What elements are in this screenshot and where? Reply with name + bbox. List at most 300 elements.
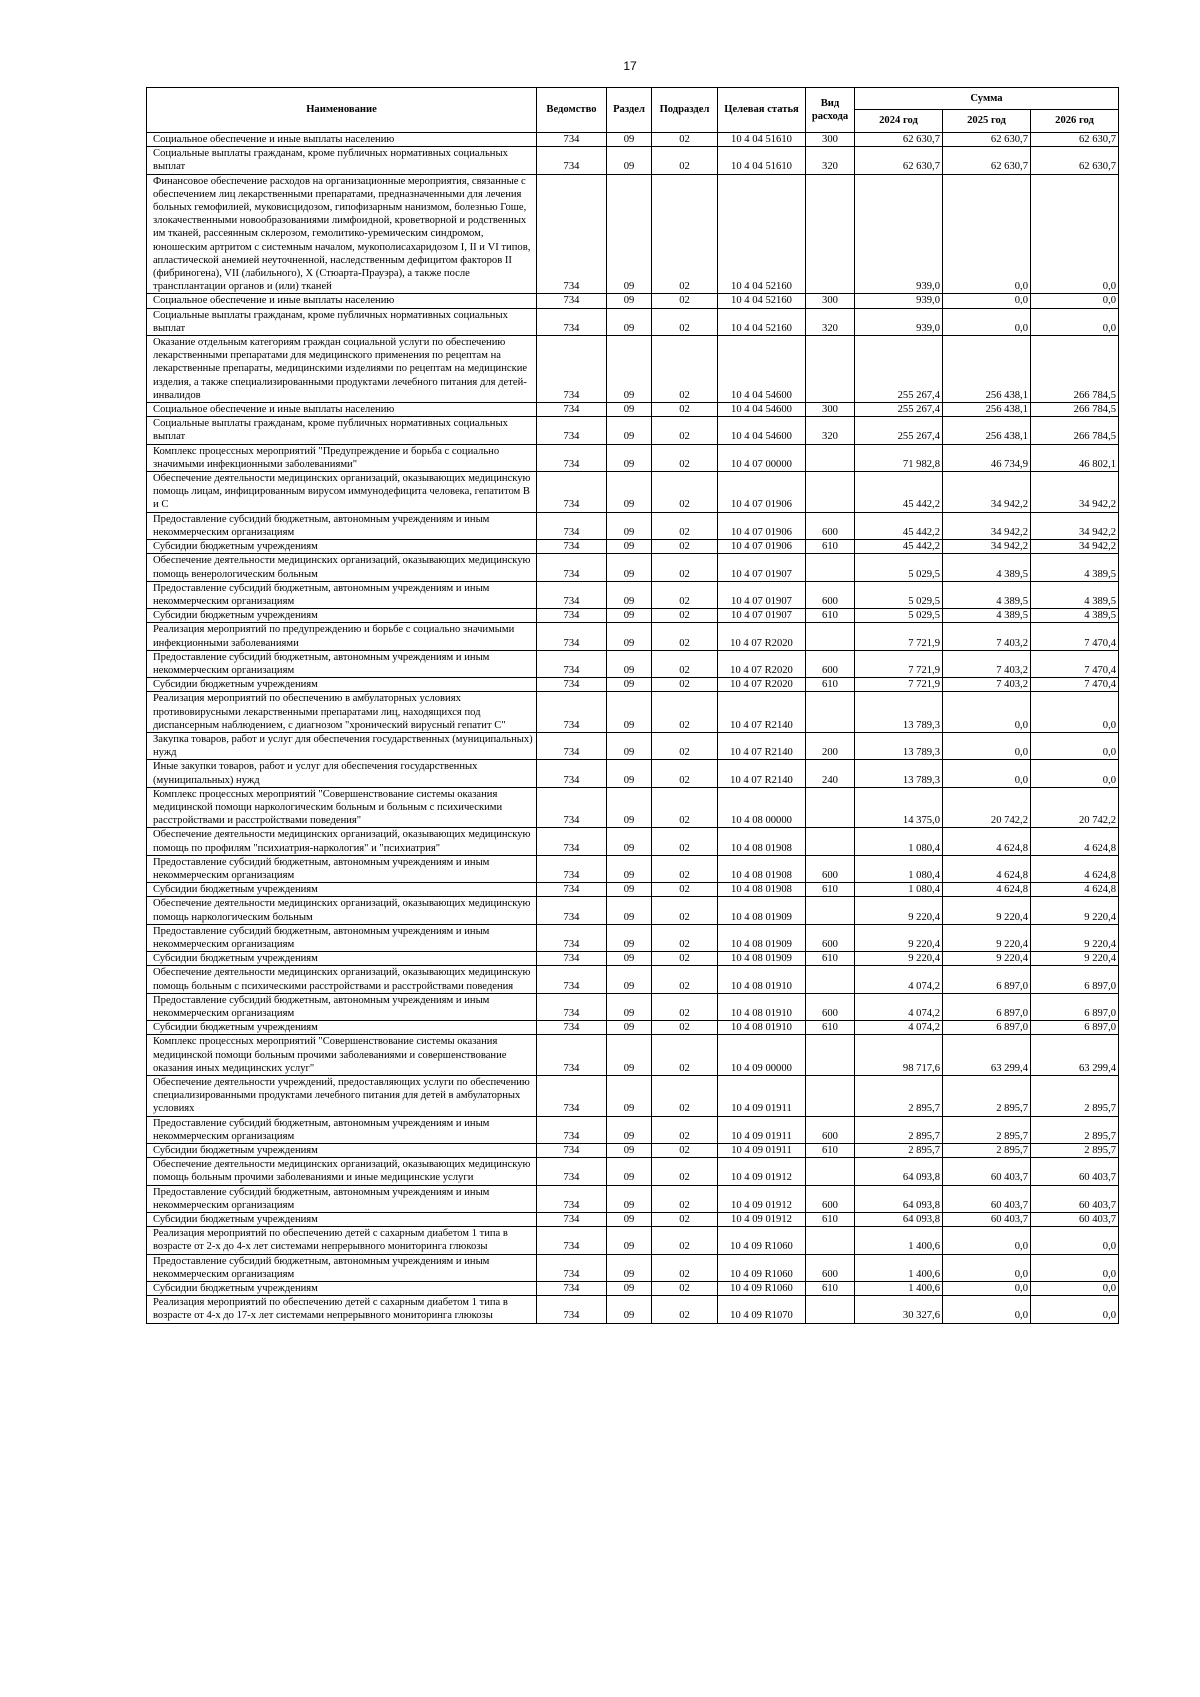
row-vid-rashoda: 600 — [806, 855, 855, 882]
row-podrazdel: 02 — [652, 609, 718, 623]
row-podrazdel: 02 — [652, 1035, 718, 1076]
row-razdel: 09 — [607, 147, 652, 174]
row-sum-2024: 7 721,9 — [855, 623, 943, 650]
row-vedomstvo: 734 — [537, 966, 607, 993]
row-sum-2024: 1 400,6 — [855, 1227, 943, 1254]
row-razdel: 09 — [607, 554, 652, 581]
row-vid-rashoda: 600 — [806, 512, 855, 539]
row-podrazdel: 02 — [652, 1021, 718, 1035]
header-podrazdel: Подраздел — [652, 88, 718, 133]
row-vid-rashoda: 240 — [806, 760, 855, 787]
table-row — [147, 952, 1119, 966]
row-name: Социальное обеспечение и иные выплаты населению — [147, 403, 537, 417]
row-vid-rashoda — [806, 828, 855, 855]
row-vedomstvo: 734 — [537, 581, 607, 608]
table-row — [147, 787, 1119, 828]
row-razdel: 09 — [607, 787, 652, 828]
row-podrazdel: 02 — [652, 692, 718, 733]
row-podrazdel: 02 — [652, 581, 718, 608]
row-podrazdel: 02 — [652, 993, 718, 1020]
table-row — [147, 1021, 1119, 1035]
row-sum-2024: 1 080,4 — [855, 855, 943, 882]
row-vedomstvo: 734 — [537, 417, 607, 444]
row-sum-2025: 4 624,8 — [943, 828, 1031, 855]
row-razdel: 09 — [607, 1213, 652, 1227]
table-row — [147, 828, 1119, 855]
table-row — [147, 512, 1119, 539]
row-podrazdel: 02 — [652, 417, 718, 444]
row-podrazdel: 02 — [652, 897, 718, 924]
row-sum-2026: 4 624,8 — [1031, 883, 1119, 897]
row-vid-rashoda — [806, 623, 855, 650]
row-vid-rashoda: 320 — [806, 308, 855, 335]
row-celevaya-statya: 10 4 09 01912 — [718, 1185, 806, 1212]
table-row — [147, 1227, 1119, 1254]
row-sum-2024: 98 717,6 — [855, 1035, 943, 1076]
row-vedomstvo: 734 — [537, 174, 607, 294]
row-name: Субсидии бюджетным учреждениям — [147, 678, 537, 692]
row-podrazdel: 02 — [652, 924, 718, 951]
row-razdel: 09 — [607, 952, 652, 966]
row-name: Реализация мероприятий по предупреждению и борьбе с социально значимыми инфекционными заболеваниями — [147, 623, 537, 650]
row-vid-rashoda: 300 — [806, 403, 855, 417]
row-vedomstvo: 734 — [537, 540, 607, 554]
row-celevaya-statya: 10 4 08 00000 — [718, 787, 806, 828]
row-sum-2025: 9 220,4 — [943, 897, 1031, 924]
row-sum-2026: 0,0 — [1031, 1227, 1119, 1254]
row-vid-rashoda — [806, 472, 855, 513]
row-sum-2026: 60 403,7 — [1031, 1213, 1119, 1227]
table-row — [147, 760, 1119, 787]
row-vedomstvo: 734 — [537, 554, 607, 581]
row-sum-2024: 1 080,4 — [855, 828, 943, 855]
row-podrazdel: 02 — [652, 472, 718, 513]
row-sum-2024: 4 074,2 — [855, 966, 943, 993]
row-razdel: 09 — [607, 1254, 652, 1281]
row-name: Обеспечение деятельности медицинских организаций, оказывающих медицинскую помощь больным с психическими расстройствами и расстройствами поведения — [147, 966, 537, 993]
row-podrazdel: 02 — [652, 308, 718, 335]
row-podrazdel: 02 — [652, 623, 718, 650]
row-sum-2025: 0,0 — [943, 1254, 1031, 1281]
row-podrazdel: 02 — [652, 883, 718, 897]
row-sum-2025: 34 942,2 — [943, 512, 1031, 539]
row-sum-2024: 13 789,3 — [855, 760, 943, 787]
row-sum-2026: 0,0 — [1031, 732, 1119, 759]
row-vid-rashoda: 610 — [806, 1213, 855, 1227]
row-vid-rashoda — [806, 174, 855, 294]
table-row — [147, 1076, 1119, 1117]
row-sum-2025: 2 895,7 — [943, 1076, 1031, 1117]
row-name: Субсидии бюджетным учреждениям — [147, 1144, 537, 1158]
row-celevaya-statya: 10 4 09 R1060 — [718, 1254, 806, 1281]
row-podrazdel: 02 — [652, 952, 718, 966]
row-razdel: 09 — [607, 1282, 652, 1296]
row-sum-2025: 2 895,7 — [943, 1116, 1031, 1143]
row-razdel: 09 — [607, 855, 652, 882]
row-celevaya-statya: 10 4 09 R1060 — [718, 1227, 806, 1254]
row-sum-2024: 45 442,2 — [855, 512, 943, 539]
row-celevaya-statya: 10 4 08 01910 — [718, 993, 806, 1020]
row-vedomstvo: 734 — [537, 472, 607, 513]
row-sum-2024: 9 220,4 — [855, 897, 943, 924]
row-celevaya-statya: 10 4 09 01912 — [718, 1158, 806, 1185]
row-sum-2024: 2 895,7 — [855, 1116, 943, 1143]
row-sum-2025: 20 742,2 — [943, 787, 1031, 828]
row-vid-rashoda: 610 — [806, 883, 855, 897]
row-name: Реализация мероприятий по обеспечению в амбулаторных условиях противовирусными лекарственными препаратами лиц, находящихся под диспансерным наблюдением, с диагнозом "хронический вирусный гепатит C" — [147, 692, 537, 733]
table-row — [147, 336, 1119, 403]
row-razdel: 09 — [607, 678, 652, 692]
row-sum-2026: 266 784,5 — [1031, 417, 1119, 444]
row-razdel: 09 — [607, 417, 652, 444]
table-row — [147, 897, 1119, 924]
row-podrazdel: 02 — [652, 1227, 718, 1254]
row-sum-2025: 62 630,7 — [943, 133, 1031, 147]
row-razdel: 09 — [607, 609, 652, 623]
row-razdel: 09 — [607, 828, 652, 855]
row-sum-2025: 0,0 — [943, 1227, 1031, 1254]
row-vid-rashoda: 300 — [806, 294, 855, 308]
table-row — [147, 623, 1119, 650]
row-celevaya-statya: 10 4 08 01908 — [718, 828, 806, 855]
row-name: Субсидии бюджетным учреждениям — [147, 1213, 537, 1227]
header-vedomstvo: Ведомство — [537, 88, 607, 133]
row-sum-2024: 5 029,5 — [855, 581, 943, 608]
row-vid-rashoda — [806, 1296, 855, 1323]
row-sum-2026: 2 895,7 — [1031, 1116, 1119, 1143]
row-name: Комплекс процессных мероприятий "Предупреждение и борьба с социально значимыми инфекционными заболеваниями" — [147, 444, 537, 471]
row-vid-rashoda — [806, 1227, 855, 1254]
row-sum-2025: 0,0 — [943, 174, 1031, 294]
row-vid-rashoda: 600 — [806, 993, 855, 1020]
row-podrazdel: 02 — [652, 294, 718, 308]
row-name: Комплекс процессных мероприятий "Совершенствование системы оказания медицинской помощи больным прочими заболеваниями и совершенствование оказания иных медицинских услуг" — [147, 1035, 537, 1076]
row-sum-2024: 5 029,5 — [855, 554, 943, 581]
row-sum-2024: 255 267,4 — [855, 417, 943, 444]
row-vedomstvo: 734 — [537, 760, 607, 787]
row-celevaya-statya: 10 4 07 01907 — [718, 609, 806, 623]
row-podrazdel: 02 — [652, 1254, 718, 1281]
row-name: Финансовое обеспечение расходов на организационные мероприятия, связанные с обеспечением лиц лекарственными препаратами, предназначенными для лечения больных гемофилией, муковисцидозом, гипофизарным нанизмом, болезнью Гоше, злокачественными новообразованиями лимфоидной, кроветворной и родственных им тканей, рассеянным склерозом, гемолитико-уремическим синдромом, юношеским артритом с системным началом, мукополисахаридозом I, II и VI типов, апластической анемией неуточненной, наследственным дефицитом факторов II (фибриногена), VII (лабильного), X (Стюарта-Прауэра), а также после трансплантации органов и (или) тканей — [147, 174, 537, 294]
row-vedomstvo: 734 — [537, 1076, 607, 1117]
row-podrazdel: 02 — [652, 760, 718, 787]
row-name: Субсидии бюджетным учреждениям — [147, 883, 537, 897]
table-row — [147, 133, 1119, 147]
row-sum-2025: 46 734,9 — [943, 444, 1031, 471]
row-vid-rashoda: 610 — [806, 678, 855, 692]
row-podrazdel: 02 — [652, 336, 718, 403]
row-razdel: 09 — [607, 540, 652, 554]
row-podrazdel: 02 — [652, 174, 718, 294]
row-sum-2024: 2 895,7 — [855, 1076, 943, 1117]
row-podrazdel: 02 — [652, 1296, 718, 1323]
header-vid-rashoda: Вид расхода — [806, 88, 855, 133]
row-vedomstvo: 734 — [537, 952, 607, 966]
row-name: Социальные выплаты гражданам, кроме публичных нормативных социальных выплат — [147, 147, 537, 174]
row-sum-2026: 0,0 — [1031, 308, 1119, 335]
row-sum-2024: 64 093,8 — [855, 1158, 943, 1185]
table-row — [147, 692, 1119, 733]
row-celevaya-statya: 10 4 04 52160 — [718, 294, 806, 308]
row-sum-2025: 256 438,1 — [943, 403, 1031, 417]
row-razdel: 09 — [607, 897, 652, 924]
row-name: Субсидии бюджетным учреждениям — [147, 952, 537, 966]
table-row — [147, 308, 1119, 335]
row-sum-2024: 45 442,2 — [855, 540, 943, 554]
row-sum-2025: 0,0 — [943, 1296, 1031, 1323]
row-vedomstvo: 734 — [537, 512, 607, 539]
row-sum-2025: 9 220,4 — [943, 924, 1031, 951]
row-sum-2026: 60 403,7 — [1031, 1158, 1119, 1185]
row-sum-2026: 4 389,5 — [1031, 581, 1119, 608]
row-vid-rashoda: 610 — [806, 1144, 855, 1158]
row-sum-2026: 4 389,5 — [1031, 554, 1119, 581]
row-celevaya-statya: 10 4 07 R2140 — [718, 732, 806, 759]
row-vedomstvo: 734 — [537, 133, 607, 147]
row-vid-rashoda: 610 — [806, 609, 855, 623]
row-celevaya-statya: 10 4 07 01906 — [718, 512, 806, 539]
row-razdel: 09 — [607, 883, 652, 897]
table-row — [147, 1254, 1119, 1281]
row-sum-2025: 6 897,0 — [943, 993, 1031, 1020]
row-podrazdel: 02 — [652, 1158, 718, 1185]
row-vid-rashoda — [806, 444, 855, 471]
row-name: Субсидии бюджетным учреждениям — [147, 1282, 537, 1296]
row-razdel: 09 — [607, 1227, 652, 1254]
row-razdel: 09 — [607, 1144, 652, 1158]
table-row — [147, 147, 1119, 174]
row-sum-2025: 2 895,7 — [943, 1144, 1031, 1158]
row-sum-2026: 0,0 — [1031, 692, 1119, 733]
row-vedomstvo: 734 — [537, 336, 607, 403]
row-sum-2026: 62 630,7 — [1031, 133, 1119, 147]
row-sum-2024: 7 721,9 — [855, 678, 943, 692]
row-vedomstvo: 734 — [537, 650, 607, 677]
row-celevaya-statya: 10 4 07 01907 — [718, 554, 806, 581]
row-vedomstvo: 734 — [537, 623, 607, 650]
row-razdel: 09 — [607, 174, 652, 294]
row-sum-2026: 34 942,2 — [1031, 472, 1119, 513]
row-sum-2024: 64 093,8 — [855, 1213, 943, 1227]
row-razdel: 09 — [607, 650, 652, 677]
row-vid-rashoda — [806, 692, 855, 733]
row-vedomstvo: 734 — [537, 1227, 607, 1254]
row-vid-rashoda — [806, 1035, 855, 1076]
row-vedomstvo: 734 — [537, 1254, 607, 1281]
row-sum-2024: 255 267,4 — [855, 336, 943, 403]
table-row — [147, 732, 1119, 759]
row-sum-2025: 9 220,4 — [943, 952, 1031, 966]
row-razdel: 09 — [607, 760, 652, 787]
row-vedomstvo: 734 — [537, 1282, 607, 1296]
row-podrazdel: 02 — [652, 650, 718, 677]
row-celevaya-statya: 10 4 04 51610 — [718, 147, 806, 174]
row-vid-rashoda — [806, 897, 855, 924]
row-celevaya-statya: 10 4 07 R2140 — [718, 760, 806, 787]
row-sum-2026: 266 784,5 — [1031, 403, 1119, 417]
row-vid-rashoda: 600 — [806, 1116, 855, 1143]
row-sum-2025: 4 389,5 — [943, 581, 1031, 608]
row-vedomstvo: 734 — [537, 609, 607, 623]
row-name: Оказание отдельным категориям граждан социальной услуги по обеспечению лекарственными препаратами для медицинского применения по рецептам на лекарственные препараты, медицинскими изделиями по рецептам на медицинские изделия, а также специализированными продуктами лечебного питания для детей-инвалидов — [147, 336, 537, 403]
row-sum-2025: 256 438,1 — [943, 417, 1031, 444]
row-vid-rashoda: 610 — [806, 540, 855, 554]
row-podrazdel: 02 — [652, 678, 718, 692]
row-razdel: 09 — [607, 966, 652, 993]
table-row — [147, 966, 1119, 993]
row-sum-2026: 9 220,4 — [1031, 924, 1119, 951]
row-name: Социальное обеспечение и иные выплаты населению — [147, 133, 537, 147]
table-row — [147, 1158, 1119, 1185]
row-celevaya-statya: 10 4 04 51610 — [718, 133, 806, 147]
row-sum-2024: 9 220,4 — [855, 924, 943, 951]
header-celevaya-statya: Целевая статья — [718, 88, 806, 133]
row-vid-rashoda: 320 — [806, 147, 855, 174]
row-sum-2025: 256 438,1 — [943, 336, 1031, 403]
table-row — [147, 403, 1119, 417]
row-razdel: 09 — [607, 403, 652, 417]
row-sum-2024: 1 400,6 — [855, 1282, 943, 1296]
row-sum-2024: 62 630,7 — [855, 133, 943, 147]
row-sum-2026: 6 897,0 — [1031, 1021, 1119, 1035]
row-sum-2026: 6 897,0 — [1031, 966, 1119, 993]
row-celevaya-statya: 10 4 08 01910 — [718, 966, 806, 993]
table-row — [147, 650, 1119, 677]
table-row — [147, 883, 1119, 897]
row-vid-rashoda — [806, 1076, 855, 1117]
row-vid-rashoda — [806, 336, 855, 403]
table-row — [147, 924, 1119, 951]
row-vedomstvo: 734 — [537, 732, 607, 759]
row-sum-2024: 939,0 — [855, 308, 943, 335]
row-sum-2026: 4 624,8 — [1031, 855, 1119, 882]
row-sum-2026: 34 942,2 — [1031, 540, 1119, 554]
row-podrazdel: 02 — [652, 1116, 718, 1143]
row-vid-rashoda: 600 — [806, 1185, 855, 1212]
row-vedomstvo: 734 — [537, 1158, 607, 1185]
row-vid-rashoda: 600 — [806, 1254, 855, 1281]
row-sum-2026: 2 895,7 — [1031, 1144, 1119, 1158]
row-razdel: 09 — [607, 308, 652, 335]
row-vedomstvo: 734 — [537, 403, 607, 417]
row-vid-rashoda: 610 — [806, 1282, 855, 1296]
row-sum-2026: 0,0 — [1031, 1296, 1119, 1323]
row-vid-rashoda: 600 — [806, 924, 855, 951]
row-vedomstvo: 734 — [537, 787, 607, 828]
row-razdel: 09 — [607, 1116, 652, 1143]
row-sum-2026: 0,0 — [1031, 1254, 1119, 1281]
row-sum-2024: 2 895,7 — [855, 1144, 943, 1158]
row-razdel: 09 — [607, 581, 652, 608]
row-sum-2026: 0,0 — [1031, 294, 1119, 308]
row-vedomstvo: 734 — [537, 1116, 607, 1143]
row-sum-2026: 20 742,2 — [1031, 787, 1119, 828]
row-name: Обеспечение деятельности медицинских организаций, оказывающих медицинскую помощь лицам, инфицированным вирусом иммунодефицита человека, гепатитом B и C — [147, 472, 537, 513]
row-razdel: 09 — [607, 993, 652, 1020]
row-razdel: 09 — [607, 294, 652, 308]
table-row — [147, 1282, 1119, 1296]
row-name: Обеспечение деятельности медицинских организаций, оказывающих медицинскую помощь наркологическим больным — [147, 897, 537, 924]
row-podrazdel: 02 — [652, 828, 718, 855]
row-sum-2024: 71 982,8 — [855, 444, 943, 471]
row-vid-rashoda — [806, 554, 855, 581]
row-sum-2024: 64 093,8 — [855, 1185, 943, 1212]
row-vedomstvo: 734 — [537, 855, 607, 882]
row-sum-2026: 7 470,4 — [1031, 623, 1119, 650]
row-sum-2025: 0,0 — [943, 760, 1031, 787]
header-razdel: Раздел — [607, 88, 652, 133]
table-row — [147, 554, 1119, 581]
row-podrazdel: 02 — [652, 147, 718, 174]
row-vedomstvo: 734 — [537, 1021, 607, 1035]
row-sum-2026: 62 630,7 — [1031, 147, 1119, 174]
row-sum-2026: 46 802,1 — [1031, 444, 1119, 471]
row-sum-2024: 939,0 — [855, 174, 943, 294]
row-vid-rashoda: 610 — [806, 952, 855, 966]
row-vedomstvo: 734 — [537, 444, 607, 471]
row-razdel: 09 — [607, 133, 652, 147]
row-sum-2025: 4 389,5 — [943, 609, 1031, 623]
row-sum-2026: 4 389,5 — [1031, 609, 1119, 623]
row-vedomstvo: 734 — [537, 828, 607, 855]
header-name: Наименование — [147, 88, 537, 133]
row-sum-2026: 2 895,7 — [1031, 1076, 1119, 1117]
row-vedomstvo: 734 — [537, 294, 607, 308]
row-celevaya-statya: 10 4 08 01909 — [718, 897, 806, 924]
row-name: Субсидии бюджетным учреждениям — [147, 609, 537, 623]
row-celevaya-statya: 10 4 08 01909 — [718, 952, 806, 966]
row-razdel: 09 — [607, 1158, 652, 1185]
row-razdel: 09 — [607, 512, 652, 539]
table-row — [147, 444, 1119, 471]
row-sum-2025: 60 403,7 — [943, 1158, 1031, 1185]
row-name: Закупка товаров, работ и услуг для обеспечения государственных (муниципальных) нужд — [147, 732, 537, 759]
header-year-2024: 2024 год — [855, 110, 943, 133]
row-razdel: 09 — [607, 1021, 652, 1035]
row-name: Реализация мероприятий по обеспечению детей с сахарным диабетом 1 типа в возрасте от 2-х до 4-х лет системами непрерывного мониторинга глюкозы — [147, 1227, 537, 1254]
row-name: Предоставление субсидий бюджетным, автономным учреждениям и иным некоммерческим организациям — [147, 1185, 537, 1212]
row-razdel: 09 — [607, 444, 652, 471]
row-podrazdel: 02 — [652, 1076, 718, 1117]
row-celevaya-statya: 10 4 09 01911 — [718, 1076, 806, 1117]
row-vedomstvo: 734 — [537, 883, 607, 897]
row-sum-2025: 6 897,0 — [943, 966, 1031, 993]
header-summa: Сумма — [855, 88, 1119, 110]
row-celevaya-statya: 10 4 08 01909 — [718, 924, 806, 951]
table-row — [147, 1185, 1119, 1212]
row-sum-2025: 62 630,7 — [943, 147, 1031, 174]
row-name: Социальные выплаты гражданам, кроме публичных нормативных социальных выплат — [147, 308, 537, 335]
row-name: Предоставление субсидий бюджетным, автономным учреждениям и иным некоммерческим организациям — [147, 1254, 537, 1281]
row-sum-2024: 45 442,2 — [855, 472, 943, 513]
row-vedomstvo: 734 — [537, 308, 607, 335]
table-row — [147, 581, 1119, 608]
row-podrazdel: 02 — [652, 133, 718, 147]
row-sum-2025: 7 403,2 — [943, 623, 1031, 650]
row-name: Субсидии бюджетным учреждениям — [147, 540, 537, 554]
row-celevaya-statya: 10 4 08 01910 — [718, 1021, 806, 1035]
row-podrazdel: 02 — [652, 1185, 718, 1212]
row-celevaya-statya: 10 4 07 01906 — [718, 472, 806, 513]
table-row — [147, 1213, 1119, 1227]
row-podrazdel: 02 — [652, 444, 718, 471]
row-sum-2025: 60 403,7 — [943, 1213, 1031, 1227]
row-name: Предоставление субсидий бюджетным, автономным учреждениям и иным некоммерческим организациям — [147, 993, 537, 1020]
row-vid-rashoda: 320 — [806, 417, 855, 444]
row-podrazdel: 02 — [652, 540, 718, 554]
row-vedomstvo: 734 — [537, 1296, 607, 1323]
row-sum-2026: 63 299,4 — [1031, 1035, 1119, 1076]
